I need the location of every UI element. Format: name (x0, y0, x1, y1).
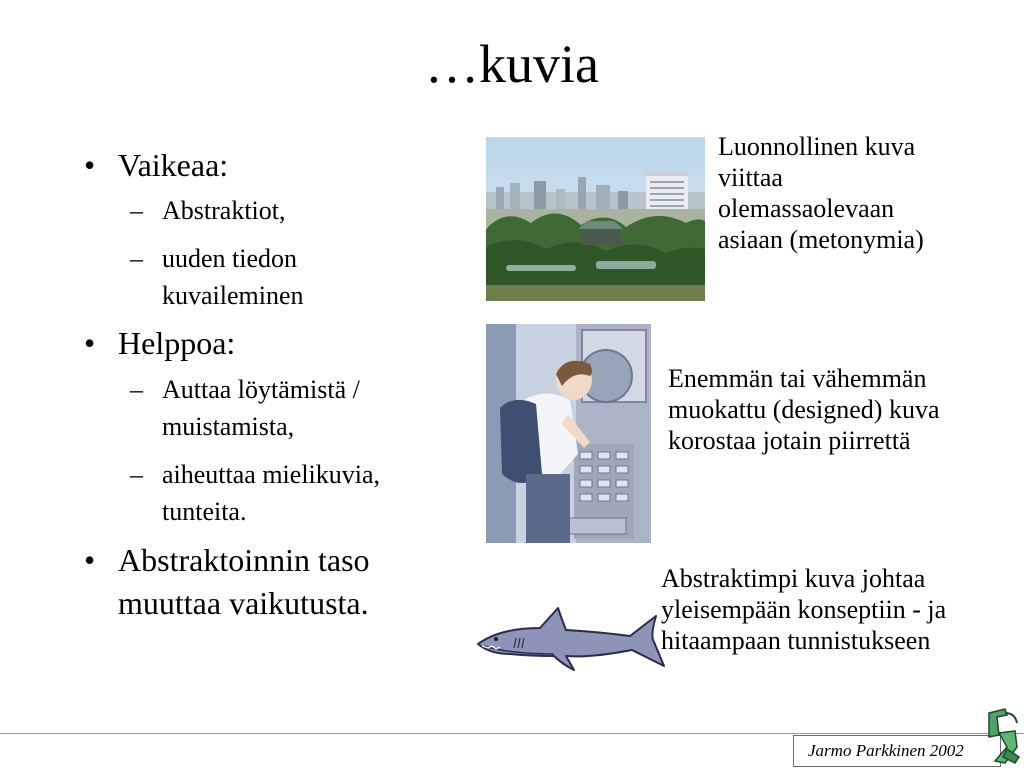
bullet-list (80, 146, 480, 625)
bullet-text: Abstraktoinnin taso muuttaa vaikutusta. (118, 542, 370, 621)
bullet-item (80, 539, 460, 625)
dash-glyph: – (130, 375, 143, 404)
bullet-item (80, 324, 480, 362)
shark-caption: Abstraktimpi kuva johtaa yleisempään konseptiin - ja hitaampaan tunnistukseen (661, 564, 947, 655)
designed-caption: Enemmän tai vähemmän muokattu (designed) kuva korostaa jotain piirrettä (668, 364, 940, 455)
shark-clipart (470, 602, 670, 676)
bullet-glyph: • (84, 147, 96, 183)
sub-bullet-item (80, 456, 460, 530)
dash-glyph: – (130, 244, 143, 273)
footer-author: Jarmo Parkkinen 2002 (808, 741, 964, 760)
dash-glyph: – (130, 196, 143, 225)
bullet-text: Vaikeaa: (118, 147, 229, 183)
footer-divider (0, 733, 1024, 734)
sub-bullet-item (80, 240, 380, 314)
bullet-glyph: • (84, 325, 96, 361)
sub-bullet-text: uuden tiedon kuvaileminen (162, 244, 304, 310)
bullet-text: Helppoa: (118, 325, 236, 361)
sub-bullet-item (80, 371, 430, 445)
bullet-glyph: • (84, 542, 96, 578)
dash-glyph: – (130, 460, 143, 489)
sub-bullet-text: aiheuttaa mielikuvia, tunteita. (162, 460, 381, 526)
bullet-item (80, 146, 480, 184)
sub-bullet-text: Abstraktiot, (162, 196, 286, 225)
person-at-machine-photo (486, 324, 651, 543)
sub-bullet-item (80, 192, 480, 229)
cityscape-caption: Luonnollinen kuva viittaa olemassaolevaan asiaan (metonymia) (718, 132, 924, 254)
city-skyline-photo (486, 137, 705, 301)
slide-title: …kuvia (425, 34, 599, 94)
sub-bullet-text: Auttaa löytämistä / muistamista, (162, 375, 360, 441)
author-logo (985, 705, 1023, 767)
